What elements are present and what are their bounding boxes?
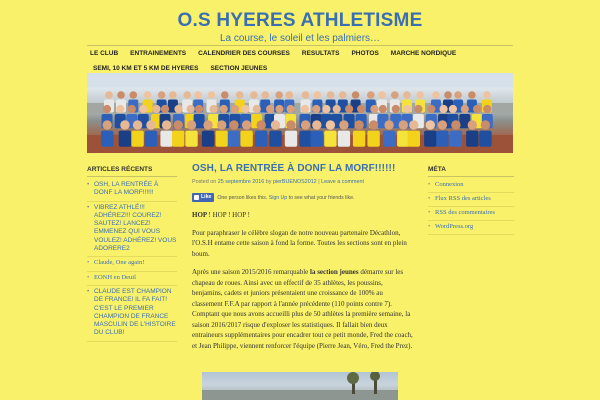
athlete-head xyxy=(432,91,440,99)
post-date-link[interactable]: 25 septembre 2016 xyxy=(217,179,265,185)
post-photo-art xyxy=(202,372,398,400)
athlete-head xyxy=(451,120,460,129)
athlete-head xyxy=(236,91,244,99)
athlete-head xyxy=(403,91,411,99)
athlete-head xyxy=(208,91,216,99)
athlete-figure xyxy=(131,131,143,147)
athlete-head xyxy=(130,91,138,99)
athlete-figure xyxy=(119,131,131,147)
hop-rest-text: ! HOP ! HOP ! xyxy=(208,211,251,219)
recent-post-link[interactable]: • OSH, LA RENTRÉE À DONF LA MORF!!!!!! xyxy=(87,179,177,202)
athlete-head xyxy=(345,105,353,113)
athlete-head xyxy=(169,91,177,99)
post-paragraph: Pour paraphraser le célèbre slogan de notre nouveau partenaire Décathlon, l'O.S.H entame cette saison à fond la forme. Toutes les sections sont en plein boum. xyxy=(192,228,407,258)
athlete-head xyxy=(473,105,481,113)
athlete-head xyxy=(217,120,226,129)
recent-post-link[interactable]: • EONH en Deuil xyxy=(87,272,177,286)
para2-body: démarre sur les chapeau de roues. Ainsi avec un effectif de 35 athlètes, les poussins, benjamins, cadets et juniors présentaient une croissance de 100% au classement F.F.A par rapport à l'année précédente (110 points contre 7). Comptant que nous avons accueilli plus de 50 athlètes la première semaine, la saison 2016/2017 risque d'exploser les statistiques. Il fallait bien deux entraineurs supplémentaires pour encadrer tout ce petit monde, Fred the coach, et Jean Philippe, viennent renforcer l'équipe (Pierre Jean, Véro, Fred the Prez). xyxy=(192,268,413,350)
meta-link-rss-comments[interactable]: • RSS des commentaires xyxy=(428,207,514,221)
athlete-head xyxy=(444,91,452,99)
athlete-head xyxy=(286,120,295,129)
athlete-head xyxy=(242,105,250,113)
athlete-head xyxy=(357,105,365,113)
athlete-figure xyxy=(101,131,113,147)
recent-post-link[interactable]: • CLAUDE EST CHAMPION DE FRANCE! IL FA FAIT! C'EST LE PREMIER CHAMPION DE FRANCE MASCULIN DE L'HISTOIRE DU CLUB! xyxy=(87,286,177,342)
nav-item-section-jeunes[interactable]: SECTION JEUNES xyxy=(210,65,268,72)
athlete-figure xyxy=(450,131,462,147)
facebook-like-text xyxy=(217,195,354,201)
athlete-head xyxy=(354,120,363,129)
athlete-head xyxy=(370,105,378,113)
athlete-figure xyxy=(479,131,491,147)
athlete-head xyxy=(339,120,348,129)
athlete-head xyxy=(139,105,147,113)
athlete-head xyxy=(312,120,321,129)
athlete-head xyxy=(210,105,218,113)
post-content xyxy=(192,163,414,351)
athlete-head xyxy=(440,105,448,113)
athlete-head xyxy=(403,105,411,113)
post-meta xyxy=(192,179,414,185)
athlete-head xyxy=(146,120,155,129)
facebook-like-label: Like xyxy=(201,194,212,200)
athlete-head xyxy=(187,105,195,113)
athlete-head xyxy=(174,105,182,113)
nav-item-marche-nordique[interactable]: MARCHE NORDIQUE xyxy=(390,50,457,57)
leave-comment-link[interactable]: Leave a comment xyxy=(321,179,364,185)
athlete-head xyxy=(301,120,310,129)
athlete-head xyxy=(302,91,310,99)
meta-link-wordpress[interactable]: • WordPress.org xyxy=(428,221,514,235)
nav-item-semi[interactable]: SEMI, 10 KM ET 5 KM DE HYERES xyxy=(93,65,199,72)
athlete-figure xyxy=(160,131,172,147)
athlete-head xyxy=(174,120,183,129)
site-description: La course, le soleil et les palmiers… xyxy=(219,33,381,44)
facebook-count-text: One person likes this. xyxy=(217,194,268,201)
team-photo xyxy=(87,73,513,153)
athlete-head xyxy=(261,91,269,99)
athlete-head xyxy=(120,120,129,129)
athlete-figure xyxy=(255,131,267,147)
athlete-head xyxy=(242,120,251,129)
athlete-head xyxy=(379,105,387,113)
athlete-figure xyxy=(311,131,323,147)
thumbs-up-icon xyxy=(194,195,199,200)
athlete-figure xyxy=(353,131,365,147)
athlete-head xyxy=(257,120,266,129)
athlete-head xyxy=(161,105,169,113)
athlete-head xyxy=(195,105,203,113)
athlete-figure xyxy=(228,131,240,147)
post-meta-separator: | xyxy=(318,179,320,185)
main-navigation xyxy=(87,45,513,76)
athlete-figure xyxy=(338,131,350,147)
athlete-head xyxy=(158,91,166,99)
athlete-figure xyxy=(216,131,228,147)
nav-item-photos[interactable]: PHOTOS xyxy=(351,50,379,57)
athlete-head xyxy=(103,120,112,129)
athlete-head xyxy=(312,105,320,113)
athlete-head xyxy=(253,105,261,113)
athlete-head xyxy=(483,91,491,99)
post-image xyxy=(202,372,398,400)
athlete-figure xyxy=(285,131,297,147)
athlete-figure xyxy=(408,131,420,147)
athlete-figure xyxy=(383,131,395,147)
meta-widget-title: MÉTA xyxy=(428,166,514,177)
athlete-figure xyxy=(202,131,214,147)
athlete-head xyxy=(266,105,274,113)
athlete-head xyxy=(220,105,228,113)
athlete-figure xyxy=(240,131,252,147)
facebook-like-button[interactable] xyxy=(192,193,214,202)
nav-item-resultats[interactable]: RESULTATS xyxy=(301,50,340,57)
nav-item-calendrier[interactable]: CALENDRIER DES COURSES xyxy=(198,50,290,57)
header-banner-photo xyxy=(87,73,513,153)
athlete-head xyxy=(314,91,322,99)
athlete-head xyxy=(250,91,258,99)
athlete-head xyxy=(286,91,294,99)
meta-links-list xyxy=(428,179,514,235)
athlete-head xyxy=(144,91,152,99)
post-meta-by-label: by xyxy=(265,179,272,185)
athlete-figure xyxy=(185,131,197,147)
nav-item-le-club[interactable]: LE CLUB xyxy=(90,50,119,57)
athlete-head xyxy=(301,105,309,113)
athlete-head xyxy=(116,105,124,113)
post-hop-line xyxy=(192,210,414,221)
athlete-head xyxy=(369,120,378,129)
athlete-figure xyxy=(269,131,281,147)
athlete-head xyxy=(183,91,191,99)
sidebar-meta xyxy=(428,166,514,235)
athlete-head xyxy=(352,91,360,99)
athlete-head xyxy=(483,105,491,113)
athlete-head xyxy=(468,91,476,99)
athlete-head xyxy=(221,91,229,99)
athlete-figure xyxy=(172,131,184,147)
athlete-head xyxy=(426,120,435,129)
athlete-head xyxy=(271,120,280,129)
athlete-head xyxy=(399,120,408,129)
athlete-head xyxy=(187,120,196,129)
recent-posts-list xyxy=(87,179,177,342)
athlete-head xyxy=(229,120,238,129)
athlete-head xyxy=(105,91,113,99)
section-jeunes-highlight: la section jeunes xyxy=(310,268,359,276)
athlete-head xyxy=(461,105,469,113)
athlete-figure xyxy=(466,131,478,147)
athlete-head xyxy=(333,105,341,113)
athlete-head xyxy=(275,91,283,99)
athlete-head xyxy=(327,91,335,99)
athlete-head xyxy=(117,91,125,99)
athlete-head xyxy=(391,91,399,99)
para2-intro: Après une saison 2015/2016 remarquable xyxy=(192,268,309,276)
athlete-head xyxy=(152,105,160,113)
athlete-head xyxy=(231,105,239,113)
athlete-head xyxy=(133,120,142,129)
athlete-figure xyxy=(299,131,311,147)
athlete-figure xyxy=(436,131,448,147)
athlete-figure xyxy=(424,131,436,147)
athlete-head xyxy=(468,120,477,129)
athlete-head xyxy=(438,120,447,129)
recent-post-link[interactable]: • VIBREZ ATHLÉ!!! ADHÉREZ!!! COUREZ! SAUTEZ! LANCEZ! EMMENEZ QUI VOUS VOULEZ! ADHÉREZ! VOUS ADORERE2 xyxy=(87,202,177,258)
recent-post-link[interactable]: • Claude, One again! xyxy=(87,257,177,271)
athlete-head xyxy=(287,105,295,113)
athlete-head xyxy=(449,105,457,113)
athlete-head xyxy=(454,91,462,99)
post-paragraph xyxy=(192,267,414,351)
sidebar-recent-posts xyxy=(87,166,177,342)
athlete-head xyxy=(409,120,418,129)
site-title[interactable]: O.S HYERES ATHLETISME xyxy=(177,10,423,31)
facebook-friends-text: to see what your friends like. xyxy=(288,194,355,201)
athlete-head xyxy=(194,91,202,99)
post-title[interactable]: OSH, LA RENTRÉE À DONF LA MORF!!!!!! xyxy=(192,163,396,174)
athlete-head xyxy=(326,120,335,129)
facebook-signup-link[interactable]: Sign Up xyxy=(268,194,288,201)
post-meta-posted-label: Posted on xyxy=(192,179,217,185)
facebook-like-row xyxy=(192,193,414,202)
athlete-figure xyxy=(145,131,157,147)
athlete-head xyxy=(203,120,212,129)
post-author-link[interactable]: pierBUENOS2012 xyxy=(272,179,317,185)
athlete-head xyxy=(275,105,283,113)
athlete-head xyxy=(414,105,422,113)
athlete-figure xyxy=(367,131,379,147)
meta-link-rss-posts[interactable]: • Flux RSS des articles xyxy=(428,193,514,207)
athlete-head xyxy=(392,105,400,113)
athlete-head xyxy=(384,120,393,129)
athlete-head xyxy=(378,91,386,99)
athlete-head xyxy=(416,91,424,99)
athlete-head xyxy=(128,105,136,113)
athlete-head xyxy=(427,105,435,113)
athlete-head xyxy=(339,91,347,99)
recent-posts-title: ARTICLES RÉCENTS xyxy=(87,166,177,177)
meta-link-login[interactable]: • Connexion xyxy=(428,179,514,193)
athlete-figure xyxy=(324,131,336,147)
nav-item-entrainements[interactable]: ENTRAINEMENTS xyxy=(130,50,187,57)
hop-bold-text: HOP xyxy=(192,211,207,219)
athlete-head xyxy=(367,91,375,99)
athlete-head xyxy=(162,120,171,129)
athlete-head xyxy=(322,105,330,113)
athlete-head xyxy=(103,105,111,113)
athlete-head xyxy=(481,120,490,129)
